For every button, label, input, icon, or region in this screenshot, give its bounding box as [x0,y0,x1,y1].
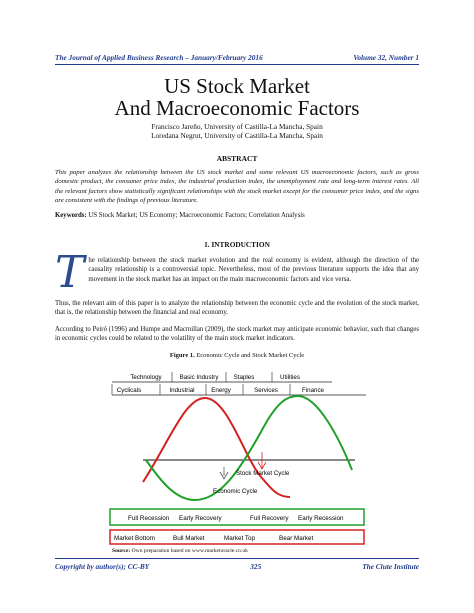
sector-row-1 [112,372,332,382]
figure-caption-label: Figure 1. [169,352,195,359]
title-line-2: And Macroeconomic Factors [114,96,360,120]
footer-rule [55,558,419,559]
stock-market-curve [143,398,290,497]
source-label: Source: [112,548,131,554]
sector-finance: Finance [301,387,325,394]
phase-full-recession: Full Recession [128,515,170,522]
sector-utilities: Utilities [280,374,300,381]
title-line-1: US Stock Market [164,74,310,98]
stock-market-arrow-icon [258,452,266,469]
market-bottom: Market Bottom [114,535,155,542]
bear-market: Bear Market [279,535,314,542]
sector-energy: Energy [211,387,231,394]
phase-full-recovery: Full Recovery [250,515,289,522]
sector-services: Services [254,387,278,394]
phase-early-recession: Early Recession [298,515,344,522]
sector-cyclicals: Cyclicals [116,387,142,394]
market-top: Market Top [224,535,256,542]
keywords-label: Keywords: [55,212,87,219]
page-number: 325 [250,562,262,571]
intro-paragraph-1 [55,247,419,298]
figure-source [112,548,248,554]
economic-cycle-label: Economic Cycle [213,488,258,495]
page-footer [55,562,419,571]
publisher: The Clute Institute [362,562,419,571]
running-header [55,53,419,62]
economic-cycle-curve [146,396,352,500]
section-heading: 1. INTRODUCTION [204,240,270,249]
sector-row-2 [112,384,366,395]
economic-phase-box [110,509,364,525]
sector-industrial: Industrial [169,387,195,394]
stock-market-cycle-label: Stock Market Cycle [236,470,290,477]
intro-paragraph-2: Thus, the relevant aim of this paper is to analyze the relationship between the economic cycle and the evolution of the stock market, that is, the relationship between the financial and real economy. [55,300,419,317]
header-rule [55,64,419,65]
author-2: Loredana Negrut, University of Castilla-La Mancha, Spain [151,131,323,140]
author-1: Francisco Jareño, University of Castilla-La Mancha, Spain [151,122,323,131]
sector-staples: Staples [233,374,255,381]
journal-name: The Journal of Applied Business Research – January/February 2016 [55,53,263,62]
market-phase-box [110,530,364,544]
author-list [0,122,474,140]
bull-market: Bull Market [173,535,205,542]
drop-cap: T [55,247,85,298]
copyright: Copyright by author(s); CC-BY [55,562,150,571]
abstract-text: This paper analyzes the relationship between the US stock market and some relevant US macroeconomic factors, such as gross domestic product, the consumer price index, the industrial production index, the unemployment rate and long-term interest rates. All the relevant factors show statistically significant relationships with the stock market except for the consumer price index, and the signs are consistent with the findings of previous literature. [55,169,419,204]
sector-basic-industry: Basic Industry [179,374,219,381]
keywords-text: US Stock Market; US Economy; Macroeconomic Factors; Correlation Analysis [88,212,305,219]
abstract-heading: ABSTRACT [216,154,258,163]
source-text: Own preparation based on www.marketoracle.co.uk [131,548,248,554]
sector-technology: Technology [130,374,162,381]
keywords [55,211,419,220]
figure-caption [0,352,474,359]
phase-early-recovery: Early Recovery [179,515,222,522]
volume-number: Volume 32, Number 1 [353,53,419,62]
paper-title [0,75,474,119]
figure-caption-text: Economic Cycle and Stock Market Cycle [196,352,305,359]
intro-paragraph-1-text: he relationship between the stock market evolution and the real economy is evident, although the direction of the causality relationship is a controversial topic. Nevertheless, most of the previous literature supports the idea that any movement in the stock market has an impact on the main macroeconomic factors and vice versa. [88,257,419,283]
economic-cycle-arrow-icon [220,467,228,479]
intro-paragraph-3: According to Peiró (1996) and Humpe and Macmillan (2009), the stock market may anticipate economic behavior, such that changes in economic cycles could be related to the volatility of the main stock market indicators. [55,326,419,343]
